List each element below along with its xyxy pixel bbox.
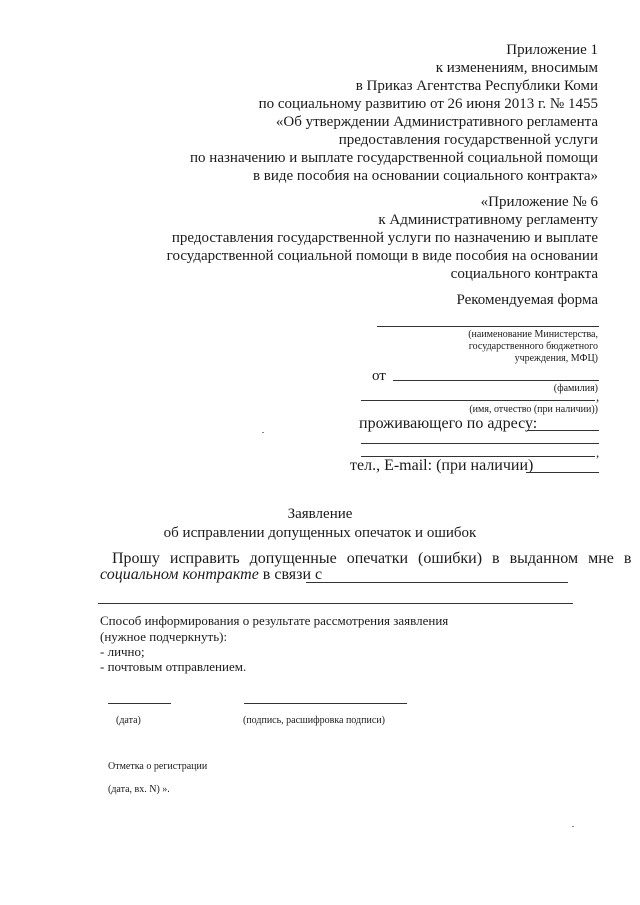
name-line-comma: , [596, 389, 600, 404]
appendix6-line-1: «Приложение № 6 [480, 194, 598, 210]
surname-line [393, 380, 599, 381]
appendix6-line-3: предоставления государственной услуги по назначению и выплате [171, 230, 598, 246]
org-caption-1: (наименование Министерства, [468, 329, 598, 340]
phone-label: тел., E-mail: (при наличии) [350, 457, 534, 474]
surname-caption: (фамилия) [553, 383, 598, 394]
registration-date-number: (дата, вх. N) ». [108, 784, 170, 795]
notify-option-personally: - лично; [100, 644, 145, 659]
header-line-7: по назначению и выплате государственной социальной помощи [190, 150, 598, 166]
scan-speck [572, 826, 574, 827]
appendix6-line-5: социального контракта [450, 266, 598, 282]
address-line-comma: , [596, 445, 600, 460]
phone-line [526, 472, 599, 473]
notify-hint: (нужное подчеркнуть): [100, 629, 228, 644]
header-line-5: «Об утверждении Административного регламента [275, 114, 598, 130]
registration-mark: Отметка о регистрации [108, 761, 208, 772]
signature-line [244, 703, 407, 704]
appendix6-line-4: государственной социальной помощи в виде пособия на основании [166, 248, 598, 264]
address-line-1 [527, 430, 599, 431]
contract-line [100, 567, 322, 583]
recommended-form: Рекомендуемая форма [456, 292, 598, 308]
reason-line-1 [306, 582, 568, 583]
in-connection-label: в связи с [262, 566, 323, 583]
header-line-4: по социальному развитию от 26 июня 2013 г. № 1455 [258, 96, 598, 112]
request-text: Прошу исправить допущенные опечатки (ошибки) в выданном мне в [112, 550, 632, 567]
org-caption-3: учреждения, МФЦ) [514, 353, 598, 364]
signature-caption: (подпись, расшифровка подписи) [243, 715, 385, 726]
date-caption: (дата) [116, 715, 141, 726]
appendix6-line-2: к Административному регламенту [378, 212, 598, 228]
org-name-line [377, 326, 599, 327]
contract-italic: социальном контракте [100, 566, 259, 583]
notify-option-post: - почтовым отправлением. [100, 659, 247, 674]
address-line-2 [361, 443, 599, 444]
header-line-1: Приложение 1 [506, 42, 598, 58]
header-line-8: в виде пособия на основании социального контракта» [252, 168, 598, 184]
header-line-3: в Приказ Агентства Республики Коми [355, 78, 598, 94]
header-line-6: предоставления государственной услуги [338, 132, 598, 148]
from-label: от [372, 368, 386, 384]
name-line [361, 400, 595, 401]
document-title: Заявление [287, 506, 353, 522]
reason-line-2 [98, 603, 573, 604]
header-line-2: к изменениям, вносимым [435, 60, 598, 76]
org-caption-2: государственного бюджетного [468, 341, 598, 352]
date-line [108, 703, 171, 704]
scan-speck [262, 432, 264, 433]
address-label: проживающего по адресу: [359, 415, 538, 432]
notify-title: Способ информирования о результате рассмотрения заявления [100, 613, 449, 628]
document-subtitle: об исправлении допущенных опечаток и ошибок [163, 525, 477, 541]
name-caption: (имя, отчество (при наличии)) [469, 404, 598, 415]
